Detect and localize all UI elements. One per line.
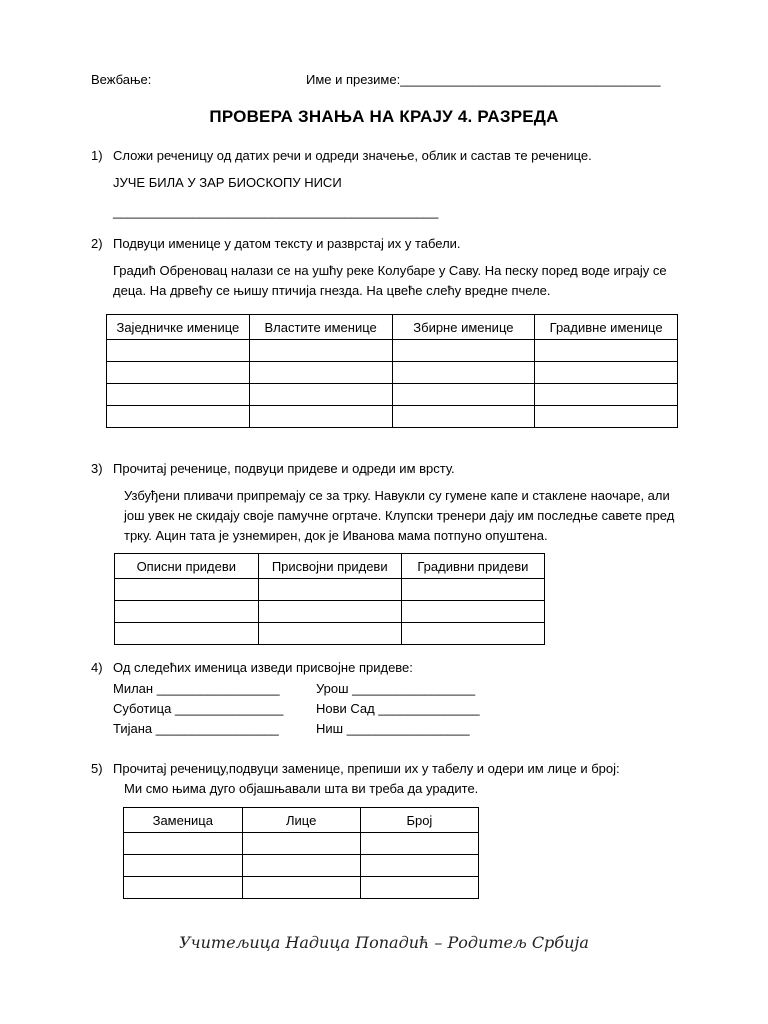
- q2-passage-line2: деца. На дрвећу се њишу птичија гнезда. На цвеће слећу вредне пчеле.: [113, 283, 551, 298]
- q2-number: 2): [91, 236, 103, 251]
- q4-text: Од следећих именица изведи присвојне придеве:: [113, 660, 413, 675]
- table-cell[interactable]: [107, 340, 250, 362]
- q2-header-collective: Збирне именице: [392, 315, 535, 340]
- q4-left-item: Суботица _______________: [113, 701, 284, 716]
- q4-right-item: Ниш _________________: [316, 721, 470, 736]
- table-cell[interactable]: [401, 579, 544, 601]
- table-cell[interactable]: [392, 406, 535, 428]
- table-row: [124, 833, 479, 855]
- table-row: [107, 384, 678, 406]
- q3-passage-line3: трку. Ацин тата је узнемирен, док је Иванова мама потпуно опуштена.: [124, 528, 548, 543]
- q1-text: Сложи реченицу од датих речи и одреди значење, облик и састав те реченице.: [113, 148, 592, 163]
- q3-text: Прочитај реченице, подвуци придеве и одреди им врсту.: [113, 461, 455, 476]
- table-cell[interactable]: [360, 855, 478, 877]
- table-cell[interactable]: [115, 579, 259, 601]
- q2-text: Подвуци именице у датом тексту и разврстај их у табели.: [113, 236, 461, 251]
- table-cell[interactable]: [360, 877, 478, 899]
- table-row: [124, 877, 479, 899]
- table-cell[interactable]: [249, 362, 392, 384]
- table-cell[interactable]: [535, 406, 678, 428]
- page-title: ПРОВЕРА ЗНАЊА НА КРАЈУ 4. РАЗРЕДА: [209, 107, 559, 126]
- q3-passage-line2: још увек не скидају своје памучне огртаче. Клупски тренери дају им последње савете пред: [124, 508, 675, 523]
- table-cell[interactable]: [242, 855, 360, 877]
- table-cell[interactable]: [124, 855, 243, 877]
- table-cell[interactable]: [107, 362, 250, 384]
- q3-table: [114, 553, 545, 645]
- q5-header-number: Број: [360, 808, 478, 833]
- table-cell[interactable]: [115, 623, 259, 645]
- table-row: [124, 855, 479, 877]
- q4-right-item: Урош _________________: [316, 681, 476, 696]
- table-cell[interactable]: [258, 623, 401, 645]
- table-cell[interactable]: [392, 340, 535, 362]
- q4-right-item: Нови Сад ______________: [316, 701, 480, 716]
- table-cell[interactable]: [392, 362, 535, 384]
- name-label: Име и презиме:____________________________________: [306, 72, 661, 87]
- table-cell[interactable]: [401, 623, 544, 645]
- table-cell[interactable]: [249, 340, 392, 362]
- table-cell[interactable]: [249, 406, 392, 428]
- table-cell[interactable]: [535, 384, 678, 406]
- table-cell[interactable]: [107, 406, 250, 428]
- table-row: [115, 601, 545, 623]
- table-cell[interactable]: [124, 877, 243, 899]
- table-cell[interactable]: [535, 362, 678, 384]
- q1-answer-line: _____________________________________________: [113, 204, 439, 219]
- table-cell[interactable]: [242, 877, 360, 899]
- q5-text: Прочитај реченицу,подвуци заменице, препиши их у табелу и одери им лице и број:: [113, 761, 620, 776]
- q1-number: 1): [91, 148, 103, 163]
- table-row: [107, 362, 678, 384]
- table-cell[interactable]: [107, 384, 250, 406]
- exercise-label: Вежбање:: [91, 72, 152, 87]
- table-row: [107, 406, 678, 428]
- q3-number: 3): [91, 461, 103, 476]
- q4-number: 4): [91, 660, 103, 675]
- table-cell[interactable]: [401, 601, 544, 623]
- q5-sentence: Ми смо њима дуго објашњавали шта ви треба да урадите.: [124, 781, 479, 796]
- q4-left-item: Милан _________________: [113, 681, 280, 696]
- footer-signature: Учитељица Надица Попадић – Родитељ Србија: [179, 933, 589, 952]
- q3-header-material: Градивни придеви: [401, 554, 544, 579]
- table-cell[interactable]: [258, 601, 401, 623]
- table-cell[interactable]: [258, 579, 401, 601]
- q1-words: ЈУЧЕ БИЛА У ЗАР БИОСКОПУ НИСИ: [113, 175, 342, 190]
- q2-header-common: Заједничке именице: [107, 315, 250, 340]
- table-row: [115, 579, 545, 601]
- table-row: [107, 340, 678, 362]
- q3-header-descriptive: Описни придеви: [115, 554, 259, 579]
- q2-passage-line1: Градић Обреновац налази се на ушћу реке Колубаре у Саву. На песку поред воде играју се: [113, 263, 667, 278]
- q4-left-item: Тијана _________________: [113, 721, 279, 736]
- table-row: [115, 623, 545, 645]
- q5-table: [123, 807, 479, 899]
- table-cell[interactable]: [124, 833, 243, 855]
- q5-number: 5): [91, 761, 103, 776]
- q5-header-pronoun: Заменица: [124, 808, 243, 833]
- q3-header-possessive: Присвојни придеви: [258, 554, 401, 579]
- table-cell[interactable]: [242, 833, 360, 855]
- table-cell[interactable]: [392, 384, 535, 406]
- table-cell[interactable]: [115, 601, 259, 623]
- table-cell[interactable]: [360, 833, 478, 855]
- q2-table: [106, 314, 678, 428]
- q2-header-proper: Властите именице: [249, 315, 392, 340]
- q5-header-person: Лице: [242, 808, 360, 833]
- table-cell[interactable]: [535, 340, 678, 362]
- q2-header-material: Градивне именице: [535, 315, 678, 340]
- q3-passage-line1: Узбуђени пливачи припремају се за трку. Навукли су гумене капе и стаклене наочаре, али: [124, 488, 670, 503]
- table-cell[interactable]: [249, 384, 392, 406]
